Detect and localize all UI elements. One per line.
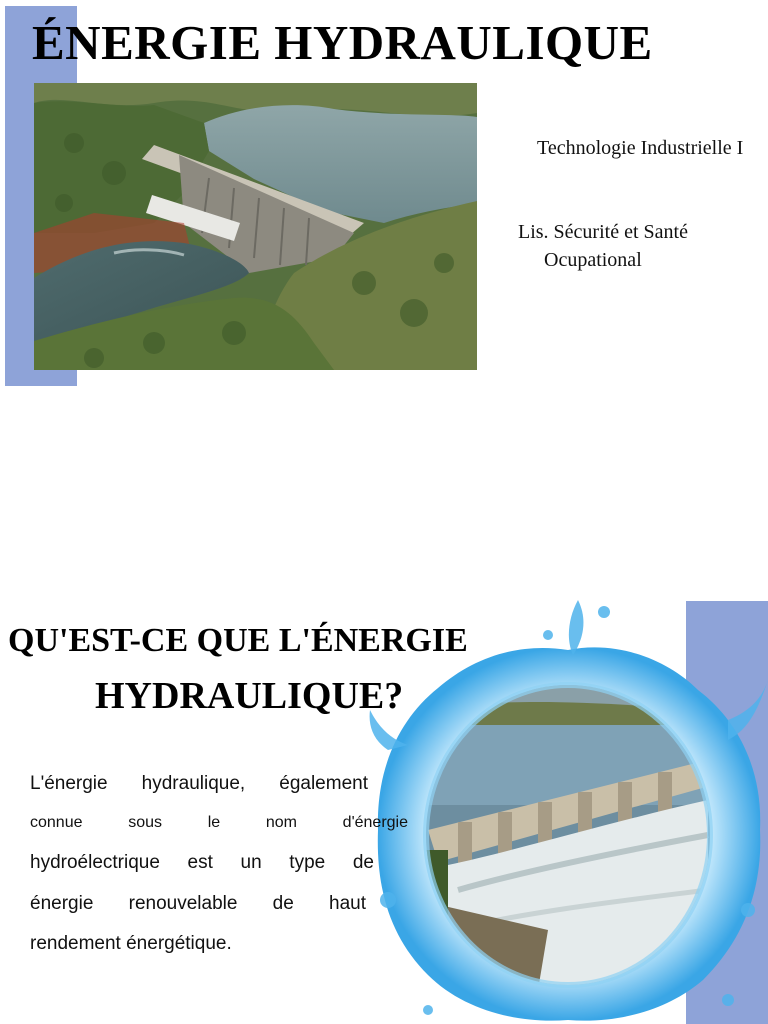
degree-line-1: Lis. Sécurité et Santé — [518, 221, 688, 243]
definition-title-line-1: QU'EST-CE QUE L'ÉNERGIE — [8, 622, 468, 659]
water-splash-dam-photo — [368, 600, 768, 1024]
presentation-title: ÉNERGIE HYDRAULIQUE — [32, 15, 653, 70]
definition-text-line: énergie renouvelable de haut — [30, 893, 366, 914]
definition-text-line: connue sous le nom d'énergie — [30, 814, 408, 831]
dam-photo — [34, 83, 477, 370]
definition-text-line: hydroélectrique est un type de — [30, 852, 374, 873]
slide-definition — [0, 512, 768, 1024]
definition-title-line-2: HYDRAULIQUE? — [95, 675, 404, 717]
definition-text-line: L'énergie hydraulique, également — [30, 773, 368, 794]
degree-line-2: Ocupational — [544, 249, 642, 271]
definition-text-line: rendement énergétique. — [30, 933, 232, 954]
course-name: Technologie Industrielle I — [537, 137, 744, 159]
